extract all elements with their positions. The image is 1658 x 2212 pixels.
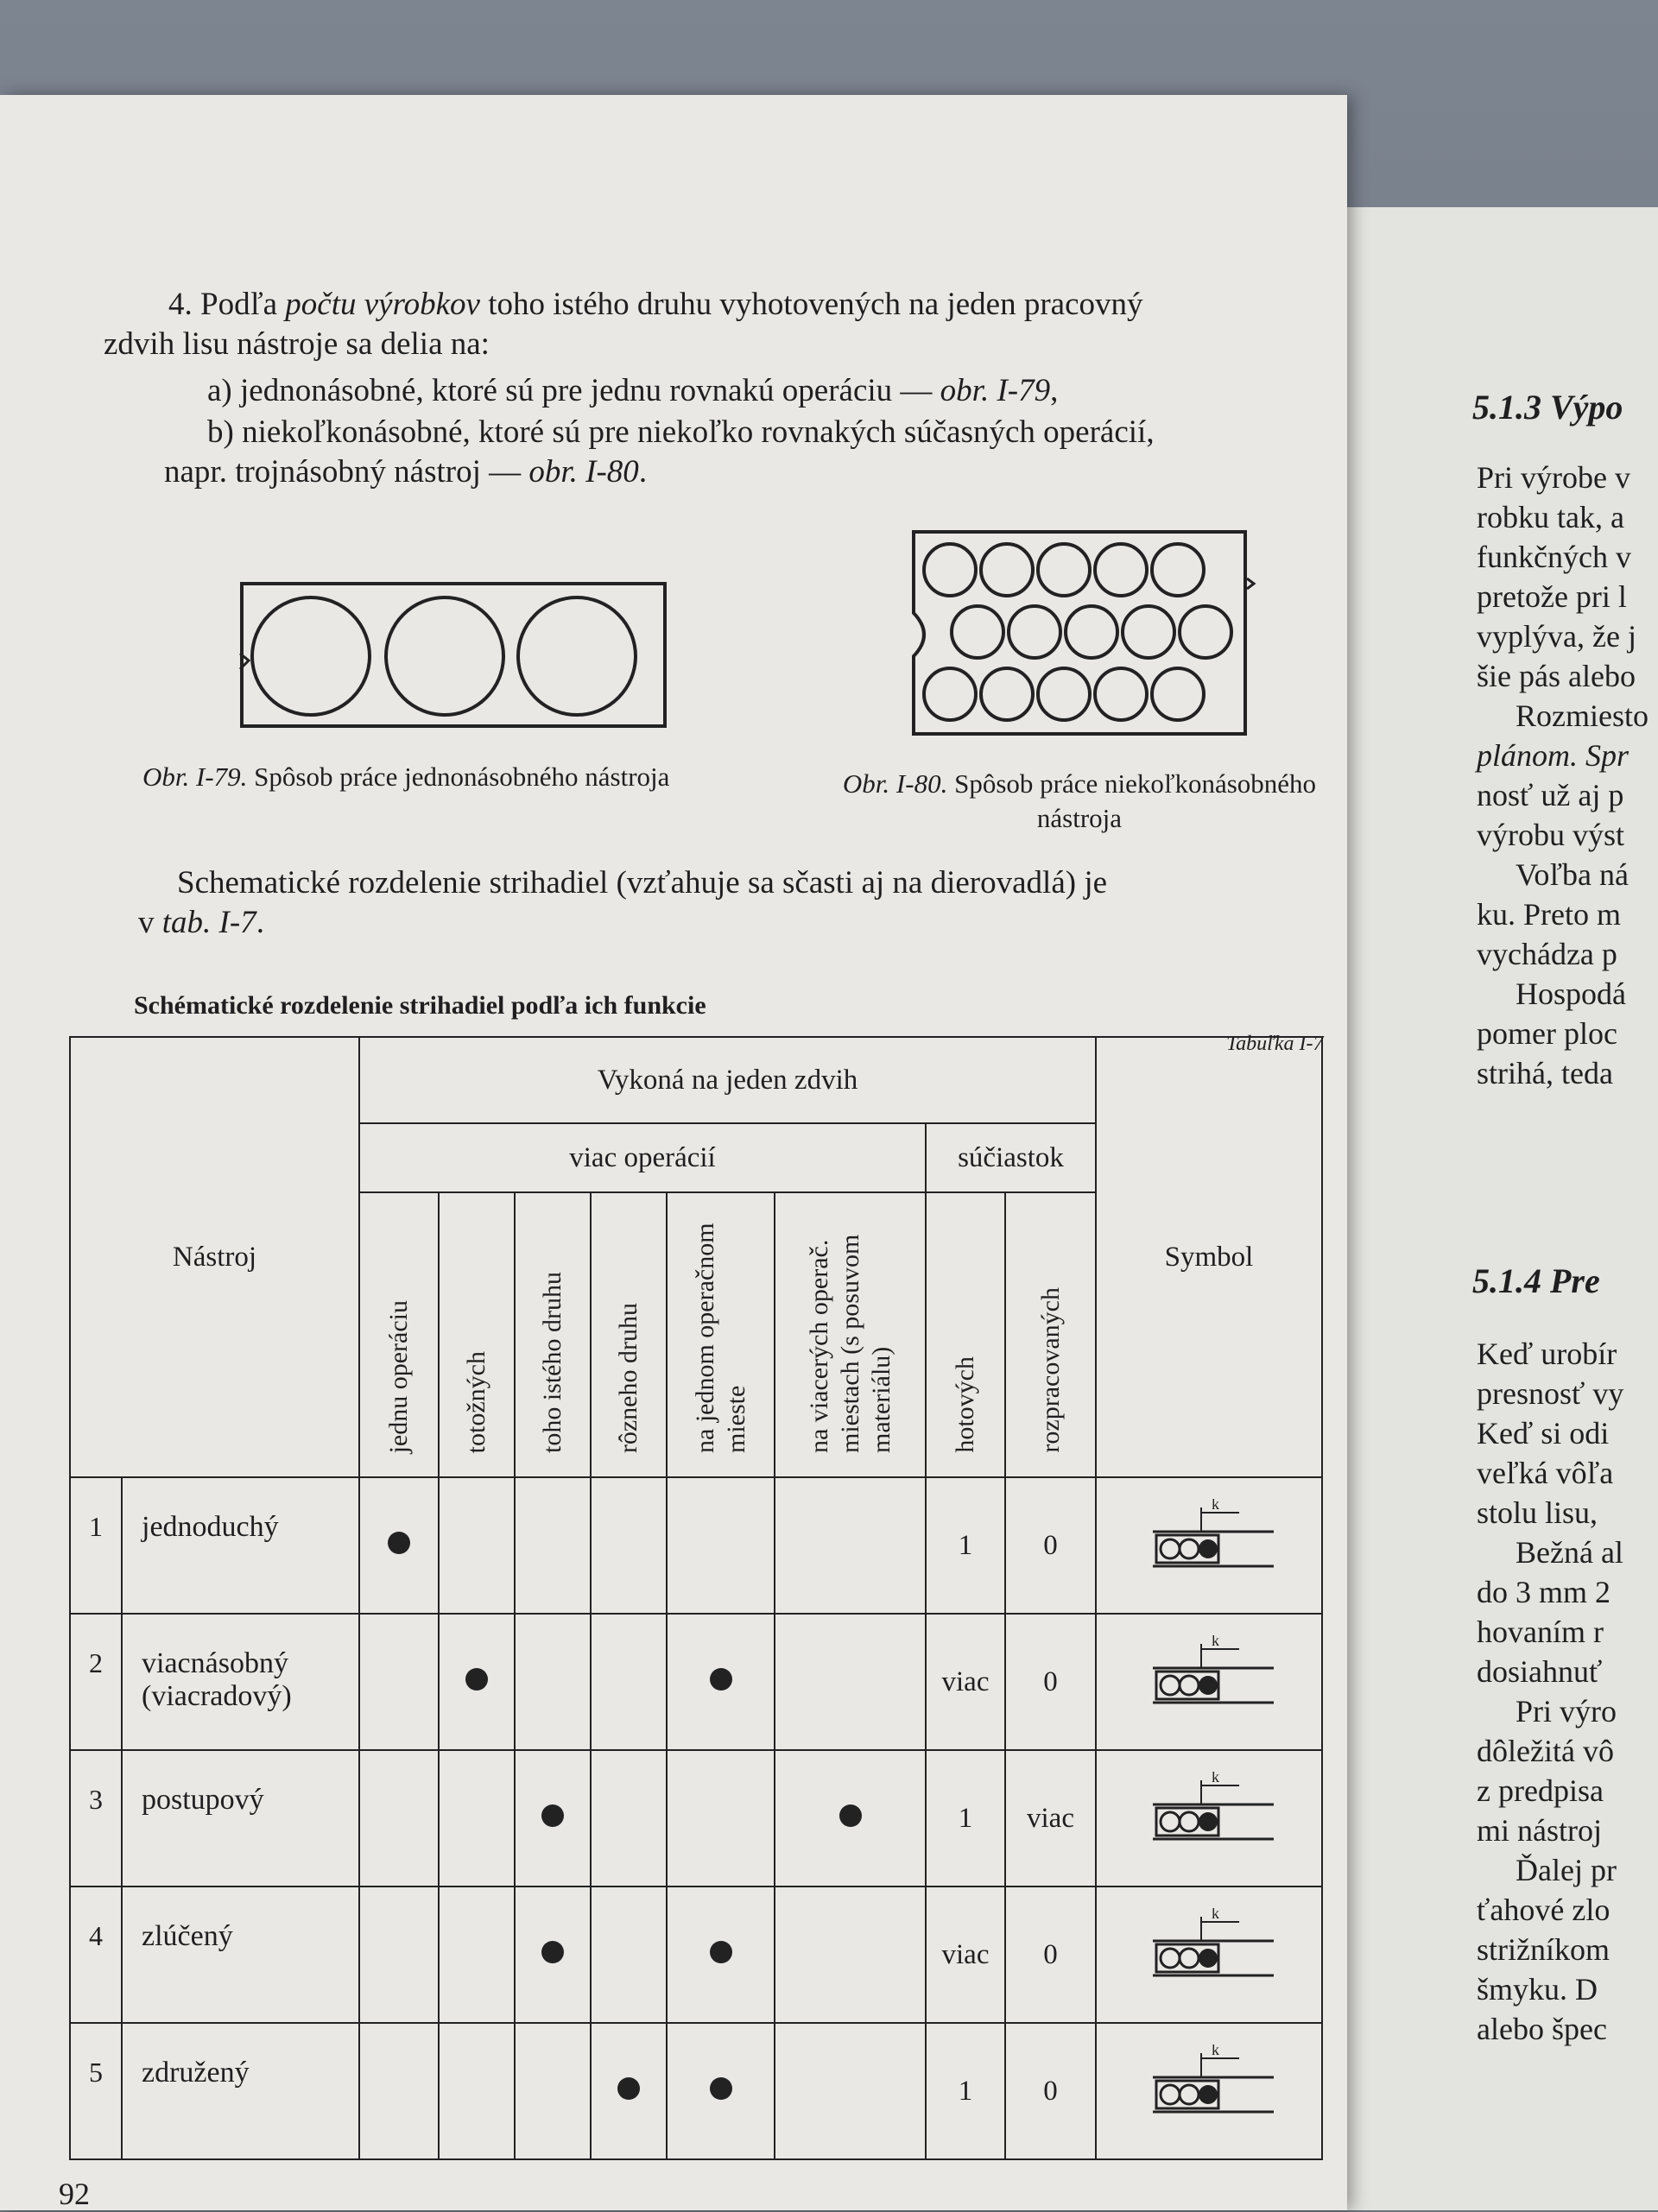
table-row — [70, 1887, 1322, 2023]
right-page-line: nosť už aj p — [1477, 778, 1624, 812]
column-header: rôzneho druhu — [614, 1302, 642, 1453]
mark-cell — [439, 1477, 515, 1614]
column-header: na jednom operačnom mieste — [690, 1223, 750, 1453]
column-header: toho istého druhu — [538, 1272, 566, 1453]
figure-80-circle — [1095, 668, 1147, 720]
right-page-line: z predpisa — [1477, 1773, 1604, 1808]
column-header-cell — [775, 1192, 926, 1477]
right-page-line: ťahové zlo — [1477, 1893, 1611, 1927]
paragraph-schema: Schematické rozdelenie strihadiel (vzťahuje sa sčasti aj na dierovadlá) je v tab. I-7. — [138, 865, 1108, 940]
filled-dot-icon — [710, 2077, 732, 2100]
figure-80-circle — [924, 544, 976, 596]
right-page-line: Ďalej pr — [1516, 1853, 1617, 1887]
row-name: zlúčený — [122, 1887, 359, 2023]
right-page-line: ku. Preto m — [1477, 897, 1621, 932]
mark-cell — [359, 1887, 439, 2023]
paragraph-4: 4. Podľa počtu výrobkov toho istého druhu vyhotovených na jeden pracovný zdvih lisu nástroje sa delia na: — [104, 287, 1143, 362]
paragraph-a: a) jednonásobné, ktoré sú pre jednu rovnakú operáciu — obr. I-79, — [207, 373, 1059, 408]
figure-80-circle — [1123, 606, 1174, 658]
count-roz: 0 — [1005, 1887, 1096, 2023]
right-page-line: Pri výrobe v — [1477, 460, 1630, 495]
mark-cell — [439, 2023, 515, 2159]
symbol-k-label: k — [1212, 1771, 1219, 1785]
table-row — [70, 2023, 1322, 2159]
table-row — [70, 1614, 1322, 1750]
table-label: Tabuľka I-7 — [1226, 1033, 1324, 1055]
column-header-cell — [359, 1192, 439, 1477]
mark-cell — [667, 2023, 775, 2159]
column-header: hotových — [951, 1356, 979, 1453]
right-page-line: mi nástroj — [1477, 1813, 1602, 1848]
mark-cell — [439, 1887, 515, 2023]
mark-cell — [591, 1750, 667, 1887]
figure-i-79 — [233, 578, 674, 734]
die-symbol-icon — [1144, 1908, 1274, 1994]
header-viac-operacii: viac operácií — [359, 1123, 926, 1192]
row-number: 2 — [70, 1614, 122, 1750]
right-page-line: vyplýva, že j — [1477, 619, 1636, 654]
mark-cell — [515, 2023, 591, 2159]
right-page-line: dôležitá vô — [1477, 1734, 1614, 1768]
figure-80-circle — [1066, 606, 1117, 658]
mark-cell — [667, 1477, 775, 1614]
table-row — [70, 1750, 1322, 1887]
header-suciastok: súčiastok — [926, 1123, 1096, 1192]
count-hot: viac — [926, 1887, 1005, 2023]
paragraph-b: b) niekoľkonásobné, ktoré sú pre niekoľko rovnakých súčasných operácií, napr. trojnásobný nástroj — obr. I-80. — [164, 414, 1155, 490]
right-page-line: pretože pri l — [1477, 579, 1627, 614]
mark-cell — [591, 1477, 667, 1614]
right-page-line: vychádza p — [1477, 937, 1617, 971]
page-number: 92 — [59, 2177, 90, 2211]
right-page-line: výrobu výst — [1477, 818, 1624, 852]
symbol-cell — [1096, 1750, 1322, 1887]
column-header: totožných — [462, 1350, 490, 1453]
mark-cell — [775, 2023, 926, 2159]
column-header-cell — [926, 1192, 1005, 1477]
right-page-line: funkčných v — [1477, 540, 1631, 574]
mark-cell — [359, 1477, 439, 1614]
column-header-cell — [591, 1192, 667, 1477]
right-page-line: šie pás alebo — [1477, 659, 1636, 693]
figure-80-circle — [924, 668, 976, 720]
figure-80-circle — [1095, 544, 1147, 596]
right-page-line: dosiahnuť — [1477, 1654, 1603, 1689]
row-name: združený — [122, 2023, 359, 2159]
mark-cell — [359, 1614, 439, 1750]
row-number: 3 — [70, 1750, 122, 1887]
count-roz: viac — [1005, 1750, 1096, 1887]
figure-80-circle — [1152, 668, 1204, 720]
caption-i-79: Obr. I-79. Spôsob práce jednonásobného nástroja — [142, 762, 670, 792]
symbol-k-label: k — [1212, 2044, 1219, 2058]
figure-79-circle — [518, 597, 636, 715]
filled-dot-icon — [541, 1941, 564, 1963]
mark-cell — [775, 1614, 926, 1750]
right-page-line: alebo špec — [1477, 2012, 1607, 2046]
symbol-cell — [1096, 2023, 1322, 2159]
header-vykona: Vykoná na jeden zdvih — [359, 1037, 1096, 1123]
column-header: rozpracovaných — [1035, 1287, 1065, 1453]
table-title: Schématické rozdelenie strihadiel podľa ich funkcie — [134, 991, 706, 1020]
filled-dot-icon — [388, 1532, 410, 1554]
mark-cell — [515, 1887, 591, 2023]
column-header: jednu operáciu — [384, 1299, 413, 1453]
right-page-line: Hospodá — [1516, 976, 1626, 1011]
count-roz: 0 — [1005, 1614, 1096, 1750]
figure-80-circle — [981, 544, 1033, 596]
header-symbol: Symbol — [1096, 1037, 1322, 1477]
die-symbol-icon — [1144, 1499, 1274, 1585]
mark-cell — [775, 1887, 926, 2023]
count-hot: 1 — [926, 2023, 1005, 2159]
header-nastroj: Nástroj — [70, 1037, 359, 1477]
filled-dot-icon — [710, 1941, 732, 1963]
heading-5-1-3: 5.1.3 Výpo — [1472, 388, 1623, 427]
mark-cell — [515, 1614, 591, 1750]
symbol-cell — [1096, 1887, 1322, 2023]
count-hot: viac — [926, 1614, 1005, 1750]
filled-dot-icon — [541, 1804, 564, 1827]
symbol-k-label: k — [1212, 1907, 1219, 1922]
symbol-k-label: k — [1212, 1634, 1219, 1649]
column-header-cell — [515, 1192, 591, 1477]
figure-80-circle — [1152, 544, 1204, 596]
mark-cell — [667, 1887, 775, 2023]
right-page-line: Voľba ná — [1516, 857, 1629, 892]
filled-dot-icon — [839, 1804, 862, 1827]
right-page-line: hovaním r — [1477, 1615, 1604, 1649]
column-header: na viacerých operač. miestach (s posuvom materiálu) — [804, 1234, 895, 1453]
count-hot: 1 — [926, 1477, 1005, 1614]
table-row — [70, 1477, 1322, 1614]
mark-cell — [667, 1614, 775, 1750]
right-page-line: Bežná al — [1516, 1535, 1623, 1570]
column-header-cell — [1005, 1192, 1096, 1477]
row-number: 1 — [70, 1477, 122, 1614]
figure-80-circle — [1038, 668, 1090, 720]
right-page-line: Rozmiesto — [1516, 698, 1649, 733]
filled-dot-icon — [617, 2077, 640, 2100]
row-name: postupový — [122, 1750, 359, 1887]
die-symbol-icon — [1144, 2045, 1274, 2131]
figure-79-circle — [386, 597, 503, 715]
strihadla-table — [69, 1036, 1323, 2160]
column-header-cell — [439, 1192, 515, 1477]
caption-i-80: Obr. I-80. Spôsob práce niekoľkonásobného nástroja — [842, 768, 1317, 833]
right-page-line: strižníkom — [1477, 1932, 1610, 1967]
right-page-line: pomer ploc — [1477, 1016, 1617, 1051]
heading-5-1-4: 5.1.4 Pre — [1472, 1261, 1600, 1300]
right-page-line: Keď urobír — [1477, 1337, 1617, 1371]
filled-dot-icon — [710, 1668, 732, 1691]
mark-cell — [439, 1614, 515, 1750]
mark-cell — [515, 1477, 591, 1614]
right-page-line: Keď si odi — [1477, 1416, 1610, 1450]
count-hot: 1 — [926, 1750, 1005, 1887]
row-name: jednoduchý — [122, 1477, 359, 1614]
column-header-cell — [667, 1192, 775, 1477]
die-symbol-icon — [1144, 1635, 1274, 1722]
count-roz: 0 — [1005, 2023, 1096, 2159]
die-symbol-icon — [1144, 1772, 1274, 1858]
figure-80-circle — [1180, 606, 1231, 658]
mark-cell — [591, 1614, 667, 1750]
row-name: viacnásobný (viacradový) — [122, 1614, 359, 1750]
figure-80-circle — [952, 606, 1003, 658]
row-number: 5 — [70, 2023, 122, 2159]
right-page-line: robku tak, a — [1477, 500, 1624, 534]
right-page-line: presnosť vy — [1477, 1376, 1624, 1411]
symbol-k-label: k — [1212, 1498, 1219, 1513]
right-page-line: do 3 mm 2 — [1477, 1575, 1611, 1609]
figure-79-circle — [252, 597, 370, 715]
mark-cell — [515, 1750, 591, 1887]
symbol-cell — [1096, 1614, 1322, 1750]
right-page-line: veľká vôľa — [1477, 1456, 1614, 1490]
mark-cell — [775, 1750, 926, 1887]
filled-dot-icon — [465, 1668, 488, 1691]
symbol-cell — [1096, 1477, 1322, 1614]
mark-cell — [775, 1477, 926, 1614]
right-page-line: stolu lisu, — [1477, 1495, 1598, 1530]
mark-cell — [591, 2023, 667, 2159]
right-page-line: Pri výro — [1516, 1694, 1617, 1729]
right-page-line: strihá, teda — [1477, 1056, 1613, 1090]
figure-i-80 — [898, 527, 1261, 743]
right-page-line: plánom. Spr — [1477, 738, 1630, 773]
figure-80-circle — [1038, 544, 1090, 596]
figure-80-circle — [1009, 606, 1060, 658]
count-roz: 0 — [1005, 1477, 1096, 1614]
figure-80-circle — [981, 668, 1033, 720]
row-number: 4 — [70, 1887, 122, 2023]
mark-cell — [591, 1887, 667, 2023]
mark-cell — [667, 1750, 775, 1887]
mark-cell — [359, 2023, 439, 2159]
mark-cell — [439, 1750, 515, 1887]
mark-cell — [359, 1750, 439, 1887]
right-page-line: šmyku. D — [1477, 1972, 1598, 2007]
